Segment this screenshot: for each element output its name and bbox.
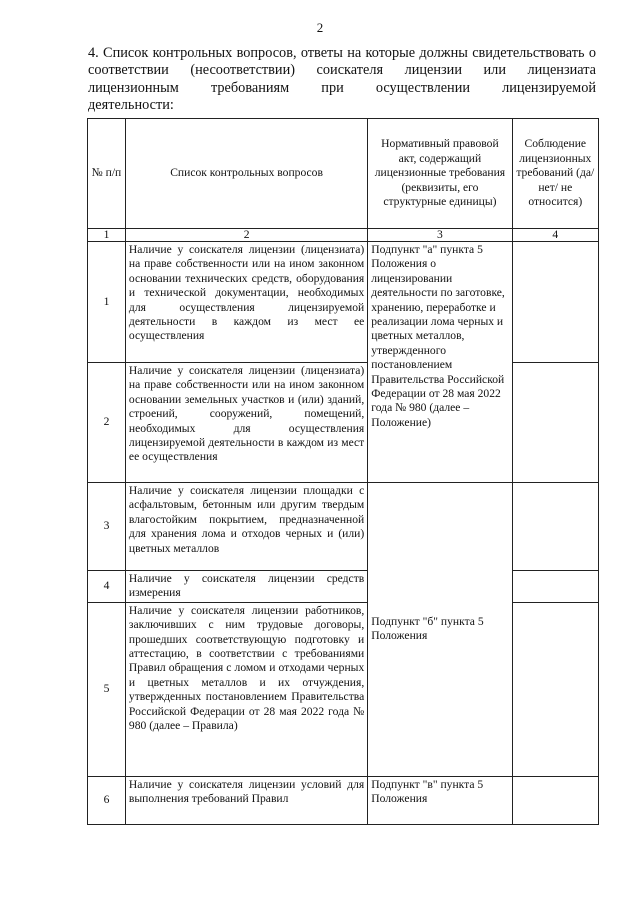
header-questions: Список контрольных вопросов: [125, 119, 367, 229]
compliance-cell[interactable]: [512, 571, 598, 603]
question-text: Наличие у соискателя лицензии средств измерения: [125, 571, 367, 603]
table-row: [88, 602, 599, 776]
question-text: Наличие у соискателя лицензии (лицензиата) на праве собственности или на ином законном основании земельных участков и (или) зданий, строений, сооружений, помещений, необходимых для осуществления лицензируемой деятельности в каждом из мест ее осуществления: [125, 363, 367, 483]
row-number: 2: [88, 363, 126, 483]
compliance-cell[interactable]: [512, 776, 598, 824]
row-number: 6: [88, 776, 126, 824]
act-reference-a: Подпункт "а" пункта 5 Положения о лицензировании деятельности по заготовке, хранению, переработке и реализации лома черных и цветных металлов, утвержденного постановлением Правительства Российской Федерации от 28 мая 2022 года № 980 (далее – Положение): [368, 242, 512, 483]
intro-text-end: деятельности:: [88, 97, 174, 114]
compliance-cell[interactable]: [512, 483, 598, 571]
control-questions-table: [87, 118, 599, 825]
table-row: [88, 483, 599, 571]
row-number: 3: [88, 483, 126, 571]
header-act: Нормативный правовой акт, содержащий лицензионные требования (реквизиты, его структурные единицы): [368, 119, 512, 229]
row-number: 1: [88, 242, 126, 363]
question-text: Наличие у соискателя лицензии работников, заключивших с ним трудовые договоры, прошедших соответствующую подготовку и аттестацию, в соответствии с требованиями Правил обращения с ломом и отходами черных и цветных металлов и их отчуждения, утвержденных постановлением Правительства Российской Федерации от 28 мая 2022 года № 980 (далее – Правила): [125, 602, 367, 776]
compliance-cell[interactable]: [512, 602, 598, 776]
act-reference-c: Подпункт "в" пункта 5 Положения: [368, 776, 512, 824]
row-number: 4: [88, 571, 126, 603]
index-cell: 4: [512, 229, 598, 242]
section-intro: [88, 45, 596, 115]
act-reference-b: Подпункт "б" пункта 5 Положения: [368, 483, 512, 777]
header-compliance: Соблюдение лицензионных требований (да/нет/ не относится): [512, 119, 598, 229]
index-cell: 1: [88, 229, 126, 242]
table-index-row: [88, 229, 599, 242]
question-text: Наличие у соискателя лицензии (лицензиата) на праве собственности или на ином законном основании технических средств, оборудования и технической документации, необходимых для осуществления лицензируемой деятельности в каждом из мест ее осуществления: [125, 242, 367, 363]
index-cell: 2: [125, 229, 367, 242]
question-text: Наличие у соискателя лицензии площадки с асфальтовым, бетонным или другим твердым влагостойким покрытием, предназначенной для хранения лома и отходов черных и (или) цветных металлов: [125, 483, 367, 571]
question-text: Наличие у соискателя лицензии условий для выполнения требований Правил: [125, 776, 367, 824]
intro-text: 4. Список контрольных вопросов, ответы на которые должны свидетельствовать о соответствии (несоответствии) соискателя лицензии или лицензиата лицензионным требованиям при осуществлении лицензируемой: [88, 45, 596, 96]
table-row: [88, 242, 599, 363]
table-row: [88, 776, 599, 824]
header-num: № п/п: [88, 119, 126, 229]
row-number: 5: [88, 602, 126, 776]
index-cell: 3: [368, 229, 512, 242]
table-row: [88, 363, 599, 483]
table-header-row: [88, 119, 599, 229]
page-number: 2: [316, 20, 324, 35]
compliance-cell[interactable]: [512, 242, 598, 363]
compliance-cell[interactable]: [512, 363, 598, 483]
table-row: [88, 571, 599, 603]
